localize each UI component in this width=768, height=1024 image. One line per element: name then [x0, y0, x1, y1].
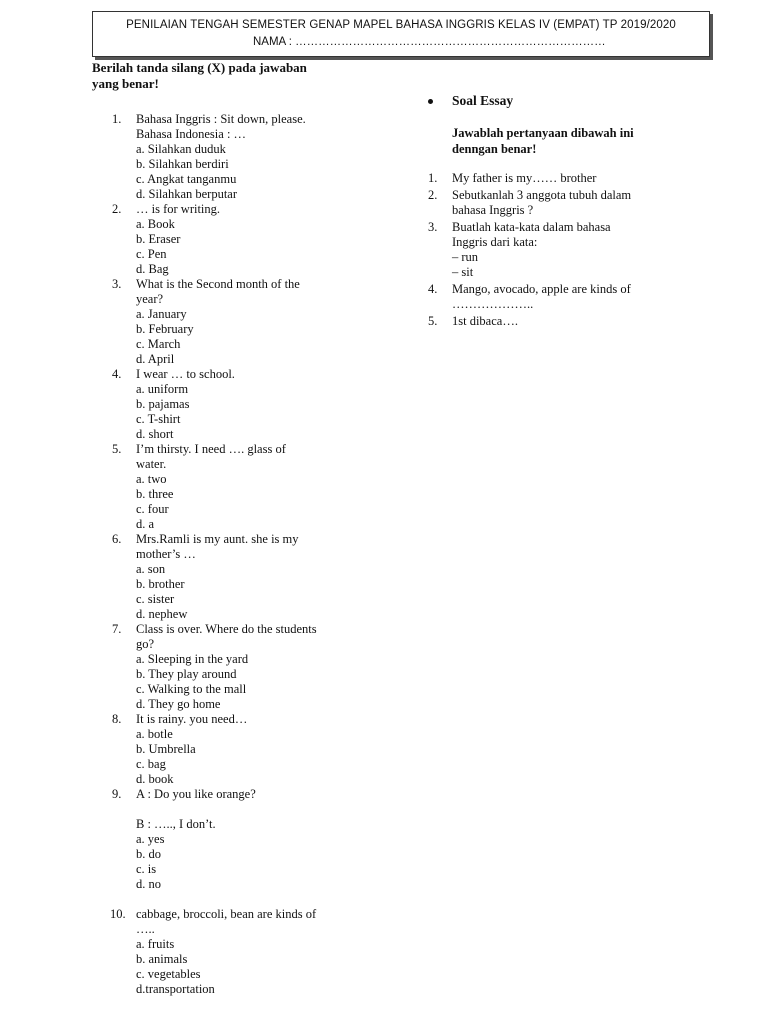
answer-option: b. animals	[136, 952, 188, 966]
question-item	[92, 112, 372, 202]
answer-option: b. brother	[136, 577, 185, 591]
question-text: …..	[136, 922, 155, 936]
answer-option: d. short	[136, 427, 174, 441]
answer-option: d. Bag	[136, 262, 169, 276]
answer-option: c. T-shirt	[136, 412, 181, 426]
question-item	[92, 442, 372, 532]
answer-option: c. vegetables	[136, 967, 201, 981]
answer-option: a. January	[136, 307, 187, 321]
question-number: 6.	[112, 532, 122, 546]
name-field-label: NAMA : ………………………………………………………………………	[253, 36, 606, 48]
answer-option: c. sister	[136, 592, 175, 606]
essay-question-text: Inggris dari kata:	[452, 235, 538, 249]
question-text: Mrs.Ramli is my aunt. she is my	[136, 532, 299, 546]
essay-question-item	[424, 188, 694, 218]
mc-question-list	[92, 112, 372, 997]
answer-option: d. Silahkan berputar	[136, 187, 238, 201]
question-text: I wear … to school.	[136, 367, 235, 381]
question-text: Bahasa Indonesia : …	[136, 127, 247, 141]
essay-question-number: 4.	[428, 282, 438, 296]
answer-option: d. a	[136, 517, 155, 531]
question-item	[92, 787, 372, 892]
question-item	[92, 202, 372, 277]
question-number: 10.	[110, 907, 126, 921]
answer-option: c. March	[136, 337, 181, 351]
question-item	[92, 907, 372, 997]
question-number: 8.	[112, 712, 122, 726]
answer-option: d. They go home	[136, 697, 221, 711]
question-number: 5.	[112, 442, 122, 456]
essay-question-item	[424, 314, 694, 329]
essay-question-text: – run	[452, 250, 479, 264]
answer-option: b. do	[136, 847, 161, 861]
answer-option: b. Umbrella	[136, 742, 196, 756]
answer-option: d. April	[136, 352, 175, 366]
essay-heading-text: Soal Essay	[452, 93, 514, 108]
question-text: mother’s …	[136, 547, 196, 561]
question-text: A : Do you like orange?	[136, 787, 256, 801]
question-text: It is rainy. you need…	[136, 712, 248, 726]
answer-option: b. three	[136, 487, 174, 501]
question-text: I’m thirsty. I need …. glass of	[136, 442, 286, 456]
question-number: 1.	[112, 112, 122, 126]
answer-option: a. Book	[136, 217, 175, 231]
essay-question-list	[424, 171, 694, 329]
answer-option: a. botle	[136, 727, 173, 741]
essay-question-text: Sebutkanlah 3 anggota tubuh dalam	[452, 188, 632, 202]
question-spacer	[92, 892, 372, 907]
question-text: Class is over. Where do the students	[136, 622, 317, 636]
question-text: B : ….., I don’t.	[136, 817, 216, 831]
answer-option: b. February	[136, 322, 194, 336]
answer-option: a. Silahkan duduk	[136, 142, 226, 156]
header-box	[92, 11, 710, 57]
question-text: cabbage, broccoli, bean are kinds of	[136, 907, 317, 921]
answer-option: b. pajamas	[136, 397, 190, 411]
essay-question-text: Mango, avocado, apple are kinds of	[452, 282, 631, 296]
answer-option: d. book	[136, 772, 174, 786]
answer-option: b. Silahkan berdiri	[136, 157, 229, 171]
answer-option: d. nephew	[136, 607, 188, 621]
essay-question-text: – sit	[452, 265, 474, 279]
bullet-icon	[428, 99, 433, 104]
answer-option: a. Sleeping in the yard	[136, 652, 249, 666]
essay-instruction-line-1: Jawablah pertanyaan dibawah ini	[452, 126, 634, 140]
question-number: 4.	[112, 367, 122, 381]
question-gap	[136, 802, 372, 817]
answer-option: c. Angkat tanganmu	[136, 172, 237, 186]
answer-option: a. fruits	[136, 937, 175, 951]
answer-option: a. yes	[136, 832, 165, 846]
question-item	[92, 712, 372, 787]
answer-option: a. two	[136, 472, 167, 486]
question-number: 2.	[112, 202, 122, 216]
question-item	[92, 622, 372, 712]
essay-instruction	[452, 125, 694, 157]
essay-instruction-line-2: denngan benar!	[452, 142, 537, 156]
question-text: … is for writing.	[136, 202, 221, 216]
question-number: 3.	[112, 277, 122, 291]
essay-question-item	[424, 282, 694, 312]
answer-option: d. no	[136, 877, 161, 891]
essay-question-text: 1st dibaca….	[452, 314, 518, 328]
answer-option: c. bag	[136, 757, 166, 771]
question-item	[92, 532, 372, 622]
essay-question-item	[424, 220, 694, 280]
essay-question-text: ………………..	[452, 297, 534, 311]
answer-option: c. Pen	[136, 247, 167, 261]
answer-option: a. uniform	[136, 382, 189, 396]
answer-option: c. Walking to the mall	[136, 682, 247, 696]
question-text: What is the Second month of the	[136, 277, 300, 291]
question-text: water.	[136, 457, 167, 471]
essay-section	[424, 92, 694, 329]
essay-question-item	[424, 171, 694, 186]
multiple-choice-section	[92, 60, 372, 997]
question-number: 7.	[112, 622, 122, 636]
essay-question-number: 2.	[428, 188, 438, 202]
essay-question-text: My father is my…… brother	[452, 171, 597, 185]
question-text: go?	[136, 637, 155, 651]
answer-option: d.transportation	[136, 982, 215, 996]
answer-option: b. Eraser	[136, 232, 181, 246]
exam-title: PENILAIAN TENGAH SEMESTER GENAP MAPEL BAHASA INGGRIS KELAS IV (EMPAT) TP 2019/2020	[126, 19, 676, 31]
essay-question-number: 1.	[428, 171, 438, 185]
essay-question-number: 5.	[428, 314, 438, 328]
mc-instruction-line-2: yang benar!	[92, 76, 159, 91]
question-item	[92, 277, 372, 367]
question-item	[92, 367, 372, 442]
answer-option: c. is	[136, 862, 157, 876]
essay-question-number: 3.	[428, 220, 438, 234]
essay-heading	[424, 92, 694, 110]
answer-option: a. son	[136, 562, 166, 576]
question-text: Bahasa Inggris : Sit down, please.	[136, 112, 306, 126]
question-number: 9.	[112, 787, 122, 801]
question-text: year?	[136, 292, 164, 306]
essay-question-text: Buatlah kata-kata dalam bahasa	[452, 220, 611, 234]
answer-option: c. four	[136, 502, 169, 516]
mc-instruction-line-1: Berilah tanda silang (X) pada jawaban	[92, 60, 307, 75]
essay-question-text: bahasa Inggris ?	[452, 203, 534, 217]
answer-option: b. They play around	[136, 667, 237, 681]
mc-instruction	[92, 60, 372, 92]
